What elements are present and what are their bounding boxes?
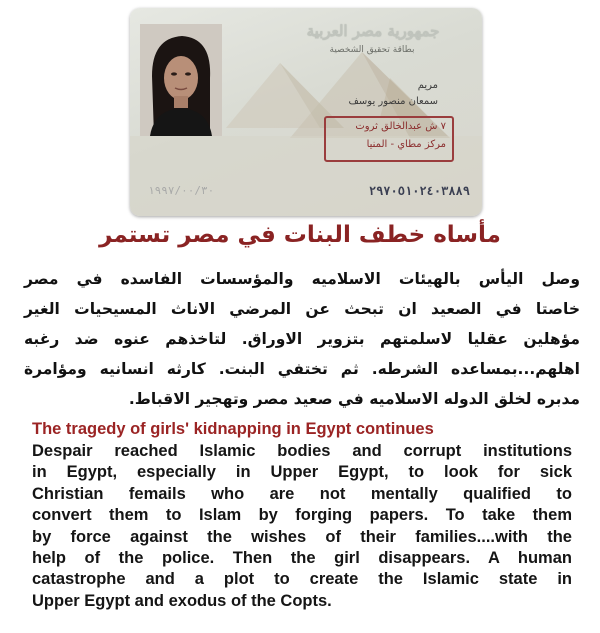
card-address-line2: مركز مطاي - المنيا xyxy=(366,139,446,150)
english-line: Despair reached Islamic bodies and corrupt institutions xyxy=(32,442,572,460)
card-type-label: بطاقة تحقيق الشخصية xyxy=(329,45,415,55)
english-line: catastrophe and a plot to create the Islamic state in xyxy=(32,570,572,589)
arabic-headline: مأساه خطف البنات في مصر تستمر xyxy=(99,222,501,248)
arabic-line: مؤهلين عقليا لاسلمتهم بتزوير الاوراق. لتاخذهم عنوه ضد رغبه xyxy=(24,330,580,348)
card-faint-number: ١٩٩٧/٠٠/٣٠ xyxy=(148,184,215,197)
arabic-line: خاصتا في الصعيد ان تبحث عن المرضي الاناث المسيحيات الغير xyxy=(24,300,580,318)
english-line: in Egypt, especially in Upper Egypt, to look for sick xyxy=(32,463,572,482)
card-country-header: جمهورية مصر العربية xyxy=(306,22,440,40)
card-full-name: سمعان منصور يوسف xyxy=(348,96,438,107)
english-article-body xyxy=(32,441,572,612)
english-line: Christian femails who are not mentally qualified to xyxy=(32,484,572,503)
english-line: Upper Egypt and exodus of the Copts. xyxy=(32,591,332,610)
id-card-image xyxy=(130,8,482,216)
arabic-line: اهلهم...بمساعده الشرطه. ثم تختفي البنت. كارثه انسانيه ومؤامرة xyxy=(24,360,580,378)
arabic-line: مدبره لخلق الدوله الاسلاميه في صعيد مصر وتهجير الاقباط. xyxy=(128,390,580,408)
card-first-name: مريم xyxy=(417,80,438,91)
card-national-id-number: ٢٩٧٠٥١٠٢٤٠٣٨٨٩ xyxy=(368,184,470,198)
card-address-line1: ٧ ش عبدالخالق ثروت xyxy=(355,121,446,132)
english-line: help of the police. Then the girl disappears. A human xyxy=(32,548,572,567)
arabic-line: وصل اليأس بالهيئات الاسلاميه والمؤسسات الفاسده في مصر xyxy=(24,270,580,288)
arabic-article-body xyxy=(24,264,580,414)
english-line: convert them to Islam by forging papers. To take them xyxy=(32,506,572,525)
portrait-photo xyxy=(140,24,222,136)
english-line: by force against the wishes of their families....with the xyxy=(32,527,572,546)
english-headline: The tragedy of girls' kidnapping in Egypt continues xyxy=(32,420,434,438)
